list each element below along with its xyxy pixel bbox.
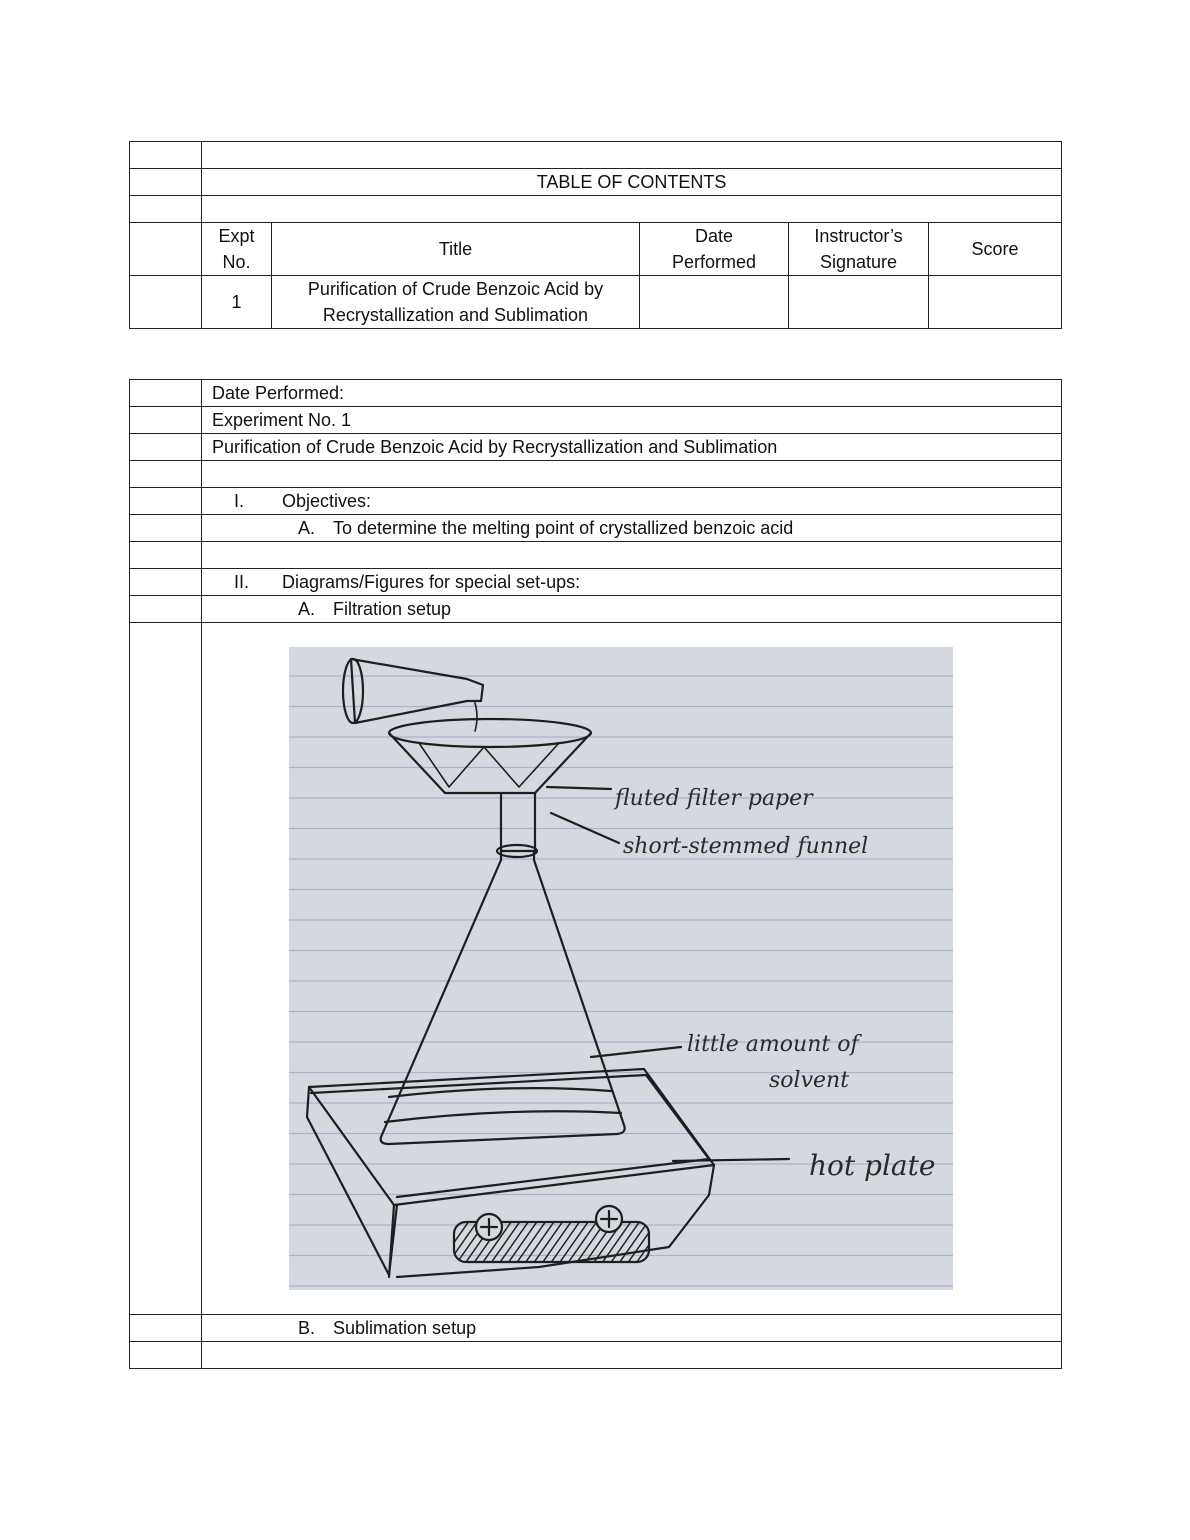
blank-row [202, 461, 1062, 488]
label-solvent-line1: little amount of [687, 1032, 859, 1057]
margin-cell [130, 1315, 202, 1342]
objective-item: A. To determine the melting point of crystallized benzoic acid [202, 515, 1062, 542]
row-score [929, 276, 1062, 329]
section-heading: II. Diagrams/Figures for special set-ups: [202, 569, 1062, 596]
margin-cell [130, 488, 202, 515]
label-solvent-line2: solvent [769, 1068, 850, 1093]
margin-cell [130, 596, 202, 623]
margin-cell [130, 407, 202, 434]
margin-cell [130, 434, 202, 461]
toc-margin-cell [130, 276, 202, 329]
date-performed-label: Date Performed: [202, 380, 1062, 407]
filtration-setup-sketch [289, 647, 953, 1290]
margin-cell [130, 623, 202, 1315]
row-signature [789, 276, 929, 329]
toc-margin-cell [130, 169, 202, 196]
figure-item-filtration: A. Filtration setup [202, 596, 1062, 623]
toc-margin-cell [130, 196, 202, 223]
toc-header-row [130, 223, 1062, 276]
figure-item-sublimation: B. Sublimation setup [202, 1315, 1062, 1342]
margin-cell [130, 515, 202, 542]
col-title: Title [272, 223, 640, 276]
margin-cell [130, 1342, 202, 1369]
col-date-performed: Date Performed [640, 223, 789, 276]
experiment-sheet [129, 379, 1062, 1369]
section-heading: I. Objectives: [202, 488, 1062, 515]
margin-cell [130, 569, 202, 596]
margin-cell [130, 461, 202, 488]
margin-cell [130, 542, 202, 569]
label-hot-plate: hot plate [809, 1149, 936, 1182]
experiment-number: Experiment No. 1 [202, 407, 1062, 434]
row-title: Purification of Crude Benzoic Acid by Recrystallization and Sublimation [272, 276, 640, 329]
experiment-title: Purification of Crude Benzoic Acid by Recrystallization and Sublimation [202, 434, 1062, 461]
col-signature: Instructor’s Signature [789, 223, 929, 276]
col-score: Score [929, 223, 1062, 276]
table-row [130, 276, 1062, 329]
figure-cell [202, 623, 1062, 1315]
label-funnel: short-stemmed funnel [623, 834, 869, 859]
table-of-contents [129, 141, 1062, 329]
row-expt-no: 1 [202, 276, 272, 329]
toc-blank-row [202, 142, 1062, 169]
toc-margin-cell [130, 223, 202, 276]
col-expt-no: Expt No. [202, 223, 272, 276]
row-date [640, 276, 789, 329]
margin-cell [130, 380, 202, 407]
blank-row [202, 542, 1062, 569]
blank-row [202, 1342, 1062, 1369]
toc-blank-row [202, 196, 1062, 223]
label-filter-paper: fluted filter paper [615, 786, 813, 811]
toc-heading: TABLE OF CONTENTS [202, 169, 1062, 196]
toc-margin-cell [130, 142, 202, 169]
